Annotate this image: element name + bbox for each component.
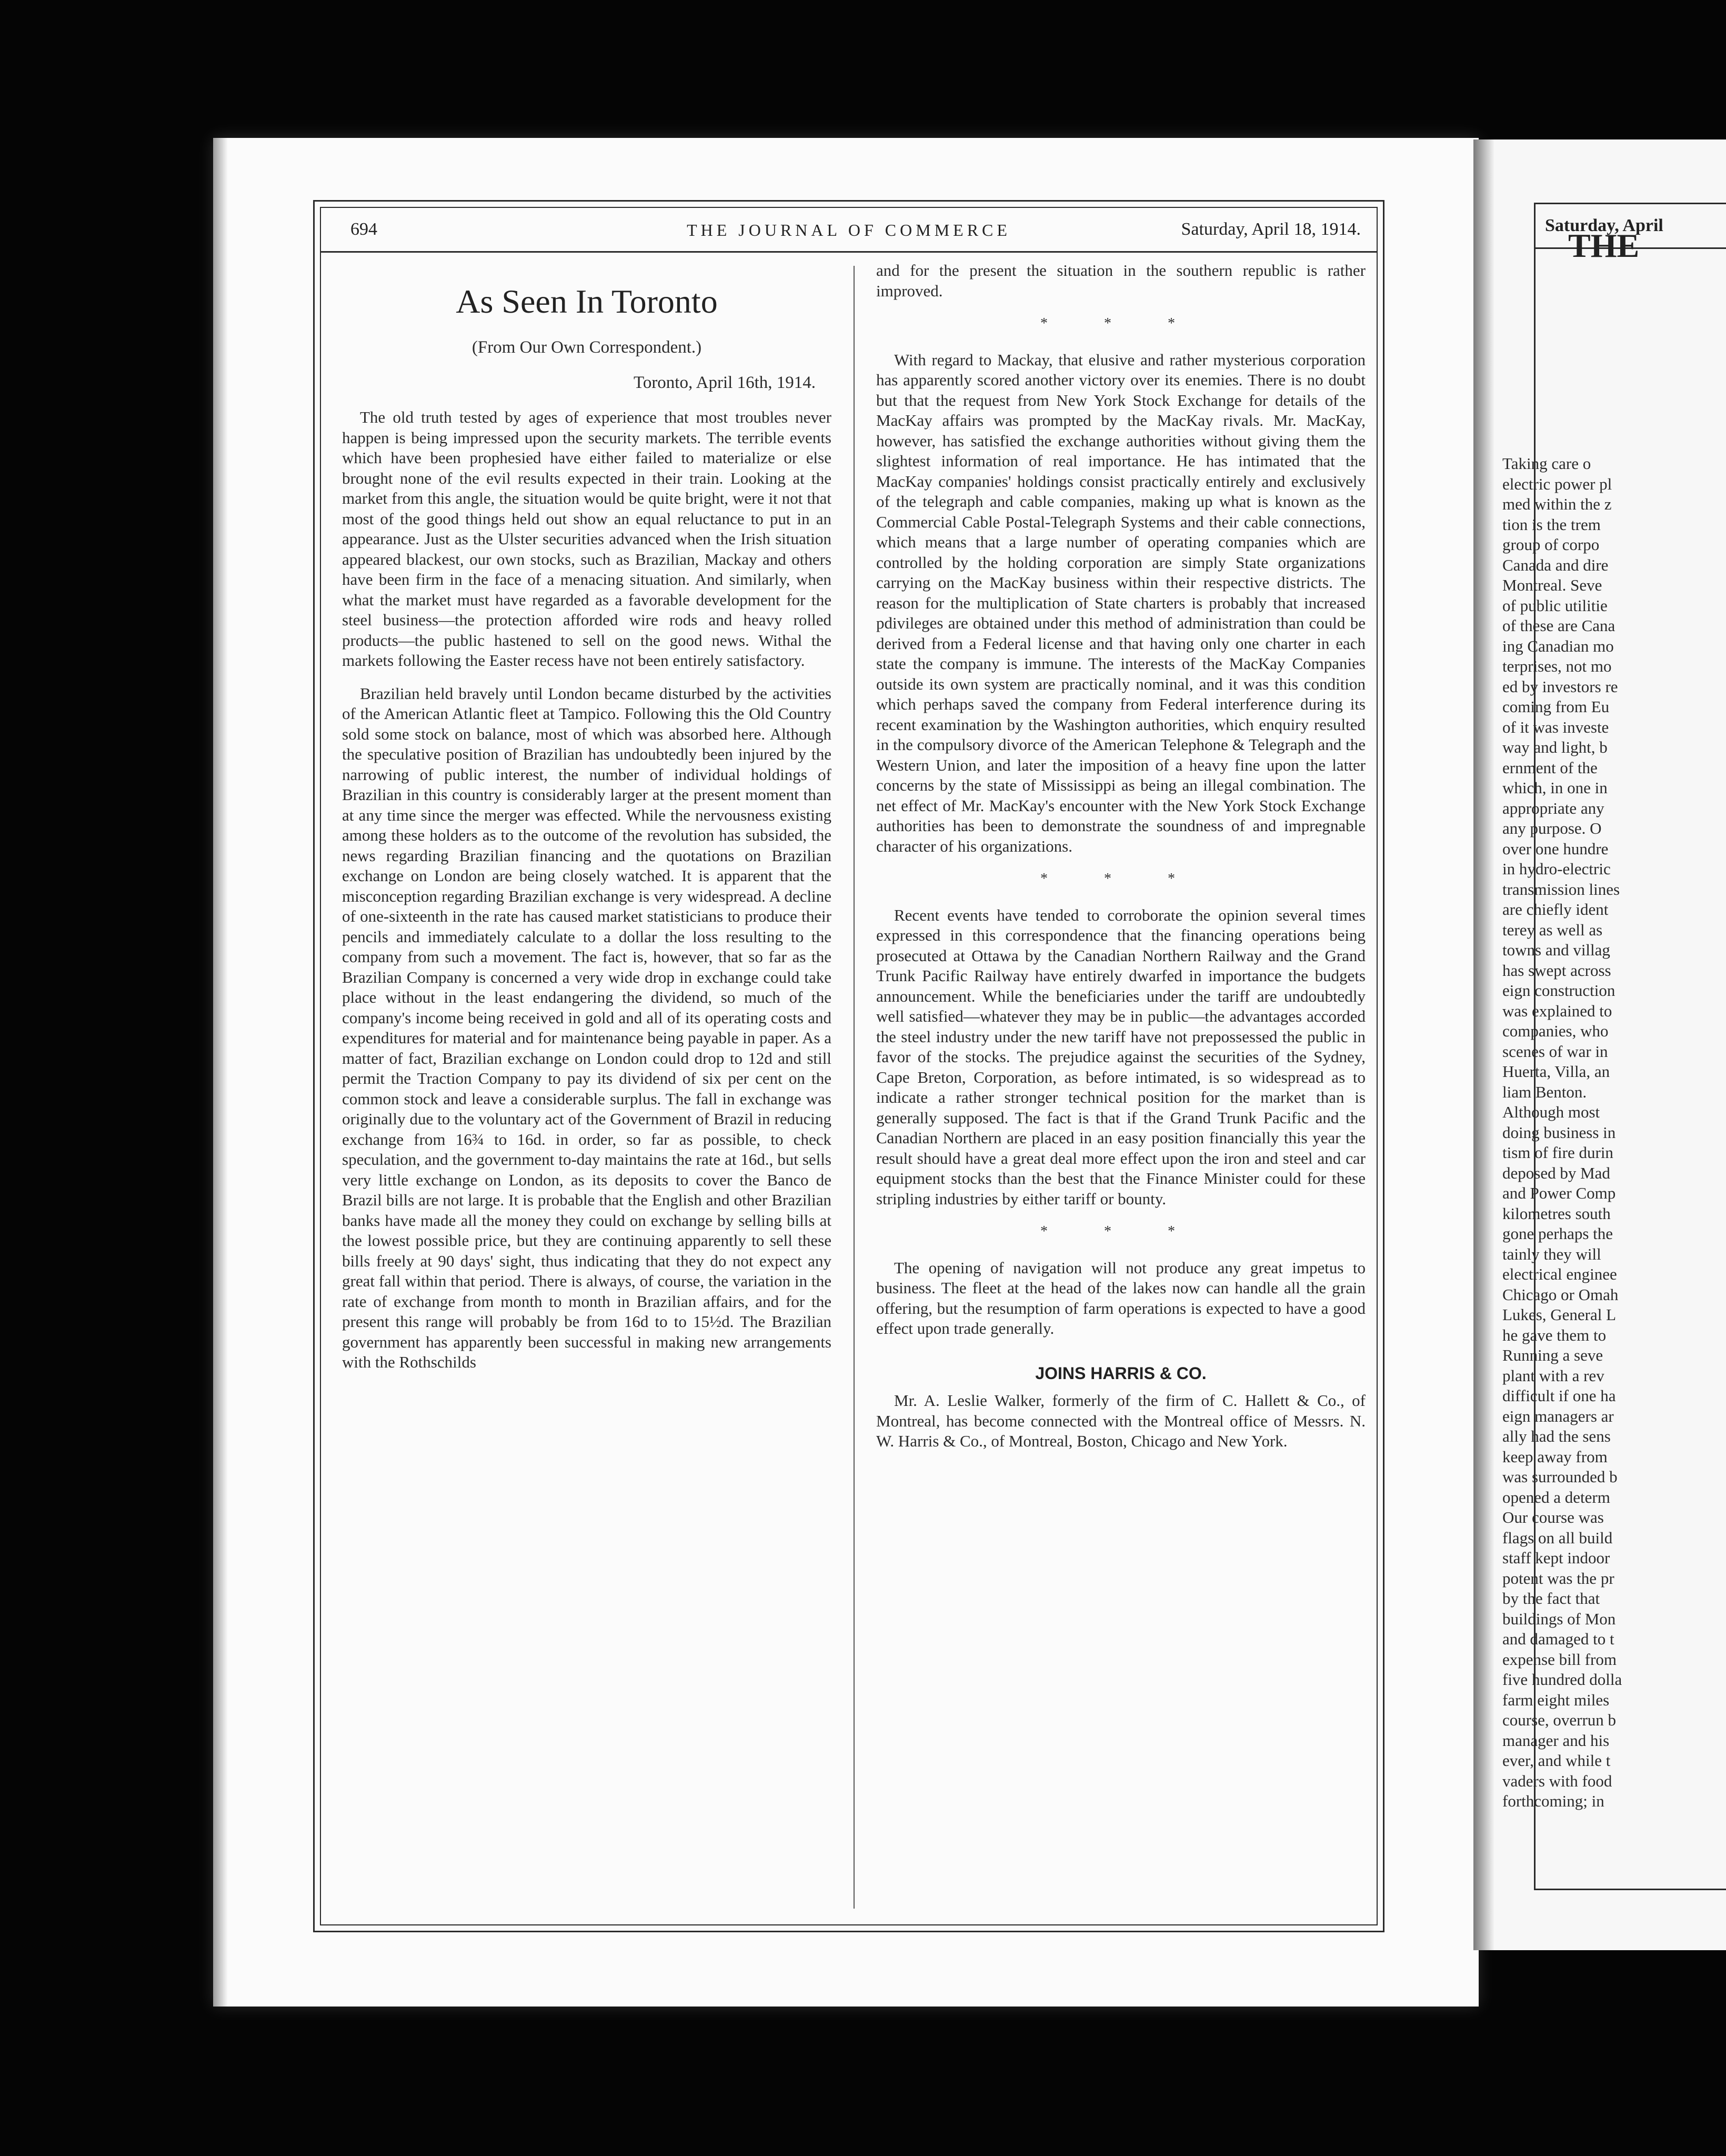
next-page-line: towns and villag — [1502, 941, 1610, 959]
next-page-line: electric power pl — [1502, 474, 1612, 493]
left-column — [342, 261, 831, 1385]
next-page-title: THE — [1568, 227, 1640, 264]
next-page-line: keep away from — [1502, 1447, 1608, 1466]
next-page-text — [1502, 454, 1723, 1812]
next-page-line: five hundred dolla — [1502, 1670, 1622, 1689]
paragraph-mackay: With regard to Mackay, that elusive and rather mysterious corporation has apparently scored another victory over its enemies. There is no doubt but that the request from New York Stock Exchange for details of the MacKay affairs was prompted by the MacKay rivals. Mr. MacKay, however, has satisfied the exchange authorities without giving them the slightest information of real importance. He has intimated that the MacKay companies' holdings consist practically entirely and exclusively of the telegraph and cable companies, making up what is known as the Commercial Cable Postal-Telegraph Systems and their cable connections, which means that a large number of operating companies which are controlled by the holding corporation are simply State organizations carrying on the MacKay business within their respective districts. The reason for the multiplication of State charters is probably that increased pdivileges are obtained under this method of administration than could be derived from a Federal license and that having only one charter in each state the company is immune. The interests of the MacKay Companies outside its own system are practically nominal, and it was this condition which perhaps saved the company from Federal interference during its recent examination by the Washington authorities, which enquiry resulted in the compulsory divorce of the American Telephone & Telegraph and the Western Union, and later the imposition of a heavy fine upon the latter concerns by the state of Mississippi as being an illegal combination. The net effect of Mr. MacKay's encounter with the New York Stock Exchange authorities has been to demonstrate the soundness of and impregnable character of his organizations. — [876, 350, 1366, 855]
next-page-line: manager and his — [1502, 1731, 1610, 1750]
paragraph-market: The old truth tested by ages of experience that most troubles never happen is being impressed upon the security markets. The terrible events which have been prophesied have either failed to materialize or else brought none of the evil results expected in their train. Looking at the market from this angle, the situation would be quite bright, were it not that most of the good things held out show an equal reluctance to put in an appearance. Just as the Ulster securities advanced when the Irish situation appeared blackest, our own stocks, such as Brazilian, Mackay and others have been firm in the face of a menacing situation. And similarly, when what the market must have regarded as a favorable development for the steel business—the protection afforded wire rods and heavy rolled products—the public hastened to sell on the good news. Withal the markets following the Easter recess have not been entirely satisfactory. — [342, 408, 831, 670]
next-page-line: forthcoming; in — [1502, 1792, 1604, 1810]
next-page-line: deposed by Mad — [1502, 1163, 1610, 1182]
next-page-line: liam Benton. — [1502, 1082, 1587, 1101]
page-frame — [313, 200, 1384, 1932]
next-page-line: terprises, not mo — [1502, 657, 1612, 675]
next-page-line: of these are Cana — [1502, 616, 1615, 635]
next-page-line: and damaged to t — [1502, 1630, 1614, 1648]
next-page-line: Although most — [1502, 1103, 1600, 1121]
next-page-line: companies, who — [1502, 1022, 1609, 1040]
next-page-line: tism of fire durin — [1502, 1143, 1613, 1162]
next-page-line: ed by investors re — [1502, 677, 1618, 696]
section-break: * * * — [1040, 315, 1201, 332]
next-page-line: difficult if one ha — [1502, 1386, 1616, 1405]
next-page-line: of it was investe — [1502, 717, 1609, 736]
next-page-line: farm eight miles — [1502, 1690, 1610, 1709]
next-page-line: tainly they will — [1502, 1244, 1601, 1263]
next-page-line: any purpose. O — [1502, 819, 1602, 837]
article-subhead: (From Our Own Correspondent.) — [471, 338, 702, 357]
next-page-line: kilometres south — [1502, 1204, 1611, 1223]
next-page-line: by the fact that — [1502, 1589, 1600, 1608]
next-page-line: terey as well as — [1502, 920, 1603, 939]
next-page-line: of public utilitie — [1502, 596, 1608, 615]
next-page-line: was surrounded b — [1502, 1468, 1618, 1486]
page-number: 694 — [350, 219, 377, 239]
next-page-line: Lukes, General L — [1502, 1305, 1617, 1324]
next-page-line: ing Canadian mo — [1502, 636, 1614, 655]
issue-date: Saturday, April 18, 1914. — [1181, 219, 1361, 239]
next-page-line: Montreal. Seve — [1502, 576, 1602, 594]
next-page-line: are chiefly ident — [1502, 900, 1609, 919]
next-page-line: eign construction — [1502, 981, 1615, 1000]
next-page-line: way and light, b — [1502, 738, 1608, 756]
next-page-line: group of corpo — [1502, 535, 1600, 554]
next-page-line: potent was the pr — [1502, 1569, 1614, 1588]
next-page-fragment — [1473, 139, 1726, 1950]
paragraph-joins-harris: Mr. A. Leslie Walker, formerly of the firm of C. Hallett & Co., of Montreal, has become connected with the Montreal office of Messrs. N. W. Harris & Co., of Montreal, Boston, Chicago and New York. — [876, 1391, 1366, 1450]
paragraph-brazilian: Brazilian held bravely until London became disturbed by the activities of the American Atlantic fleet at Tampico. Following this the Old Country sold some stock on balance, most of which was absorbed here. Although the speculative position of Brazilian has undoubtedly been injured by the narrowing of public interest, the number of individual holdings of Brazilian in this country is considerably larger at the present moment than at any time since the merger was effected. While the nervousness existing among these holders as to the outcome of the revolution has subsided, the news regarding Brazilian financing and the quotations on Brazilian exchange on London are being closely watched. It is apparent that the misconception regarding Brazilian exchange is very widespread. A decline of one-sixteenth in the rate has caused market statisticians to produce their pencils and immediately calculate to a dollar the loss resulting to the company from such a movement. The fact is, however, that so far as the Brazilian Company is concerned a very wide drop in exchange could take place without in the least endangering the dividend, so much of the company's income being received in gold and all of its operating costs and expenditures for material and for maintenance being payable in paper. As a matter of fact, Brazilian exchange on London could drop to 12d and still permit the Traction Company to pay its dividend of six per cent on the common stock and leave a considerable surplus. The fall in exchange was originally due to the voluntary act of the Government of Brazil in reducing exchange from 16¾ to 16d. in order, so far as possible, to check speculation, and the government to-day maintains the rate at 16d., but sells very little exchange on London, as its deposits to cover the Banco de Brazil bills are not large. It is probable that the English and other Brazilian banks have made all the money they could on exchange by selling bills at the lowest possible price, but they are continuing apparently to sell these bills freely at 90 days' sight, thus indicating that they do not expect any great fall within that period. There is always, of course, the variation in the rate of exchange from month to month in Brazilian affairs, and for the present this range will probably be from 16d to to 15½d. The Brazilian government has apparently been successful in making new arrangements with the Rothschilds — [342, 684, 831, 1371]
next-page-line: opened a determ — [1502, 1488, 1610, 1506]
next-page-line: has swept across — [1502, 961, 1611, 980]
right-column — [876, 261, 1366, 1464]
next-page-line: eign managers ar — [1502, 1406, 1614, 1425]
next-page-line: appropriate any — [1502, 798, 1604, 817]
next-page-line: which, in one in — [1502, 778, 1608, 797]
article-dateline: Toronto, April 16th, 1914. — [633, 373, 816, 392]
paragraph-navigation: The opening of navigation will not produce any great impetus to business. The fleet at the head of the lakes now can handle all the grain offering, but the resumption of farm operations is expected to have a good effect upon trade generally. — [876, 1258, 1366, 1337]
next-page-line: Chicago or Omah — [1502, 1285, 1619, 1304]
journal-title: THE JOURNAL OF COMMERCE — [687, 221, 1011, 239]
next-page-line: transmission lines — [1502, 880, 1620, 899]
next-page-date: Saturday, April — [1545, 216, 1663, 235]
next-page-line: Taking care o — [1502, 454, 1591, 473]
next-page-line: flags on all build — [1502, 1528, 1613, 1547]
next-page-line: tion is the trem — [1502, 515, 1601, 534]
next-page-line: course, overrun b — [1502, 1711, 1617, 1729]
next-page-line: plant with a rev — [1502, 1366, 1604, 1385]
next-page-line: Canada and dire — [1502, 555, 1609, 574]
next-page-line: was explained to — [1502, 1001, 1612, 1020]
next-page-line: in hydro-electric — [1502, 860, 1611, 878]
next-page-line: buildings of Mon — [1502, 1609, 1616, 1628]
next-page-line: expense bill from — [1502, 1650, 1617, 1669]
column-divider — [854, 266, 855, 1909]
page-frame-inner — [320, 207, 1378, 1925]
next-page-line: scenes of war in — [1502, 1042, 1608, 1061]
next-page-line: he gave them to — [1502, 1325, 1607, 1344]
newspaper-page — [213, 138, 1479, 2007]
running-head — [321, 208, 1377, 253]
next-page-line: ernment of the — [1502, 758, 1598, 777]
paragraph-continuation: and for the present the situation in the southern republic is rather improved. — [876, 261, 1366, 300]
next-page-line: Running a seve — [1502, 1346, 1603, 1364]
next-page-line: and Power Comp — [1502, 1184, 1616, 1202]
joins-harris-heading: JOINS HARRIS & CO. — [1035, 1363, 1207, 1383]
next-page-line: coming from Eu — [1502, 697, 1610, 716]
next-page-line: staff kept indoor — [1502, 1549, 1610, 1567]
next-page-line: ever, and while t — [1502, 1751, 1611, 1770]
next-page-line: med within the z — [1502, 495, 1612, 513]
next-page-line: Our course was — [1502, 1508, 1604, 1526]
paragraph-budget: Recent events have tended to corroborate the opinion several times expressed in this correspondence that the financing operations being prosecuted at Ottawa by the Canadian Northern Railway and the Grand Trunk Pacific Railway have entirely dwarfed in importance the budgets announcement. While the beneficiaries under the tariff are undoubtedly well satisfied—whatever they may be in public—the advantages accorded the steel industry under the new tariff have not prepossessed the public in favor of the stocks. The prejudice against the securities of the Sydney, Cape Breton, Corporation, as before intimated, is so widespread as to indicate a rather stronger technical position for the market than is generally supposed. The fact is that if the Grand Trunk Pacific and the Canadian Northern are placed in an easy position financially this year the result should have a great deal more effect upon the iron and steel and car equipment stocks than the best that the Finance Minister could for these stripling industries by either tariff or bounty. — [876, 905, 1366, 1208]
next-page-line: vaders with food — [1502, 1771, 1612, 1790]
next-page-line: doing business in — [1502, 1123, 1616, 1142]
next-page-line: gone perhaps the — [1502, 1224, 1613, 1243]
next-page-line: Huerta, Villa, an — [1502, 1062, 1610, 1081]
next-page-line: over one hundre — [1502, 839, 1609, 858]
section-break: * * * — [1040, 1223, 1201, 1240]
next-page-line: ally had the sens — [1502, 1427, 1611, 1445]
next-page-line: electrical enginee — [1502, 1265, 1617, 1283]
article-headline: As Seen In Toronto — [456, 283, 718, 320]
section-break: * * * — [1040, 871, 1201, 887]
